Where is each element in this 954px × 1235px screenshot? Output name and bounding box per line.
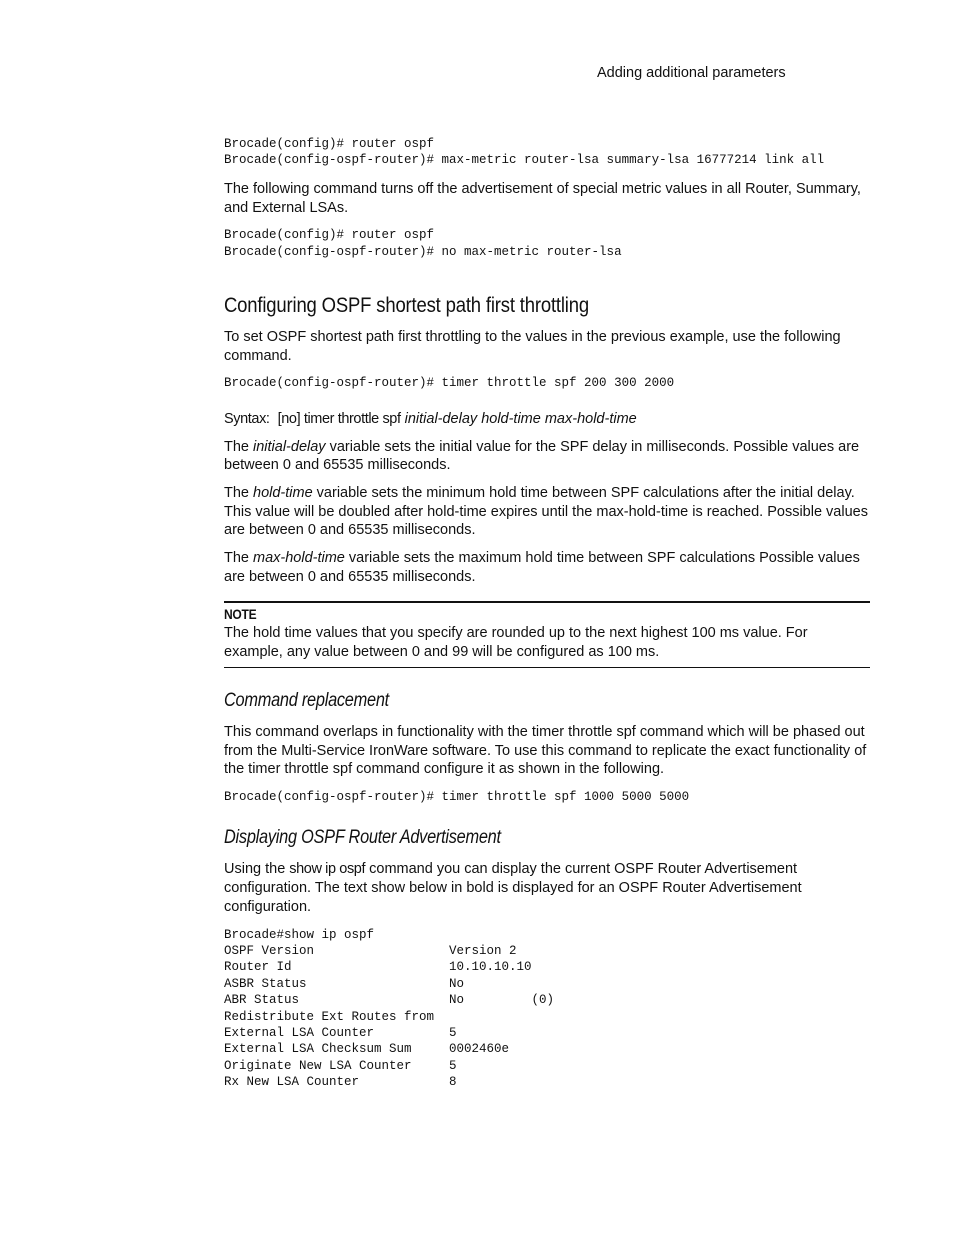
syntax-args: initial-delay hold-time max-hold-time bbox=[404, 410, 637, 427]
paragraph-command-replacement: This command overlaps in functionality with the timer throttle spf command which will be phased out from the Multi-Service IronWare software. To use this command to replicate the exact functionality of the timer throttle spf command configure it as shown in the following. bbox=[224, 723, 867, 778]
output-line: Brocade#show ip ospf bbox=[224, 927, 375, 942]
paragraph-max-hold-time: The max-hold-time variable sets the maximum hold time between SPF calculations Possible values are between 0 and 65535 milliseconds. bbox=[224, 550, 860, 585]
term-max-hold-time: max-hold-time bbox=[253, 550, 345, 567]
term-hold-time: hold-time bbox=[253, 484, 313, 501]
code-block-max-metric bbox=[224, 136, 870, 169]
syntax-line bbox=[224, 410, 870, 429]
paragraph-turn-off: The following command turns off the advertisement of special metric values in all Router, Summary, and External LSAs. bbox=[224, 180, 861, 216]
code-line: Brocade(config-ospf-router)# max-metric router-lsa summary-lsa 16777214 link all bbox=[224, 153, 825, 168]
note-label: NOTE bbox=[224, 606, 257, 623]
paragraph-initial-delay: The initial-delay variable sets the initial value for the SPF delay in milliseconds. Possible values are between 0 and 65535 milliseconds. bbox=[224, 438, 860, 474]
code-block-timer-throttle: Brocade(config-ospf-router)# timer throttle spf 200 300 2000 bbox=[224, 376, 675, 391]
output-line: OSPF Version Version 2 bbox=[224, 943, 517, 958]
code-block-no-max-metric bbox=[224, 227, 870, 260]
paragraph-display-router-adv: Using the show ip ospf command you can display the current OSPF Router Advertisement configuration. The text show below in bold is displayed for an OSPF Router Advertisement configuration. bbox=[224, 861, 802, 915]
section-title-spf-throttling: Configuring OSPF shortest path first throttling bbox=[224, 293, 589, 318]
note-label-row bbox=[224, 606, 870, 624]
inline-command-show-ip-ospf: show ip ospf bbox=[289, 861, 366, 878]
term-initial-delay: initial-delay bbox=[253, 438, 326, 455]
note-text: The hold time values that you specify are rounded up to the next highest 100 ms value. For example, any value between 0 and 99 will be configured as 100 ms. bbox=[224, 625, 808, 661]
syntax-label: Syntax: bbox=[224, 410, 270, 427]
output-line: External LSA Counter 5 bbox=[224, 1025, 457, 1040]
code-line: Brocade(config)# router ospf bbox=[224, 228, 435, 243]
code-line: Brocade(config)# router ospf bbox=[224, 137, 435, 151]
running-header: Adding additional parameters bbox=[597, 65, 786, 81]
output-line: External LSA Checksum Sum 0002460e bbox=[224, 1042, 510, 1057]
output-line: Rx New LSA Counter 8 bbox=[224, 1075, 457, 1090]
subsection-title-command-replacement: Command replacement bbox=[224, 689, 389, 711]
paragraph-spf-intro: To set OSPF shortest path first throttling to the values in the previous example, use the following command. bbox=[224, 329, 841, 364]
output-line: Redistribute Ext Routes from bbox=[224, 1009, 435, 1024]
code-block-show-ip-ospf-output bbox=[224, 927, 870, 1091]
output-line: Originate New LSA Counter 5 bbox=[224, 1058, 457, 1073]
code-line: Brocade(config-ospf-router)# no max-metric router-lsa bbox=[224, 244, 622, 259]
syntax-command: [no] timer throttle spf bbox=[277, 410, 401, 427]
paragraph-hold-time: The hold-time variable sets the minimum hold time between SPF calculations after the initial delay. This value will be doubled after hold-time expires until the max-hold-time is reached. Possible values are between 0 and 65535 milliseconds. bbox=[224, 484, 868, 539]
code-block-timer-throttle-replacement: Brocade(config-ospf-router)# timer throttle spf 1000 5000 5000 bbox=[224, 789, 690, 804]
output-line: Router Id 10.10.10.10 bbox=[224, 960, 532, 975]
page-content bbox=[224, 136, 870, 1091]
note-box bbox=[224, 601, 870, 667]
output-line: ABR Status No (0) bbox=[224, 993, 555, 1008]
subsection-title-display-router-adv: Displaying OSPF Router Advertisement bbox=[224, 827, 501, 849]
output-line: ASBR Status No bbox=[224, 976, 465, 991]
